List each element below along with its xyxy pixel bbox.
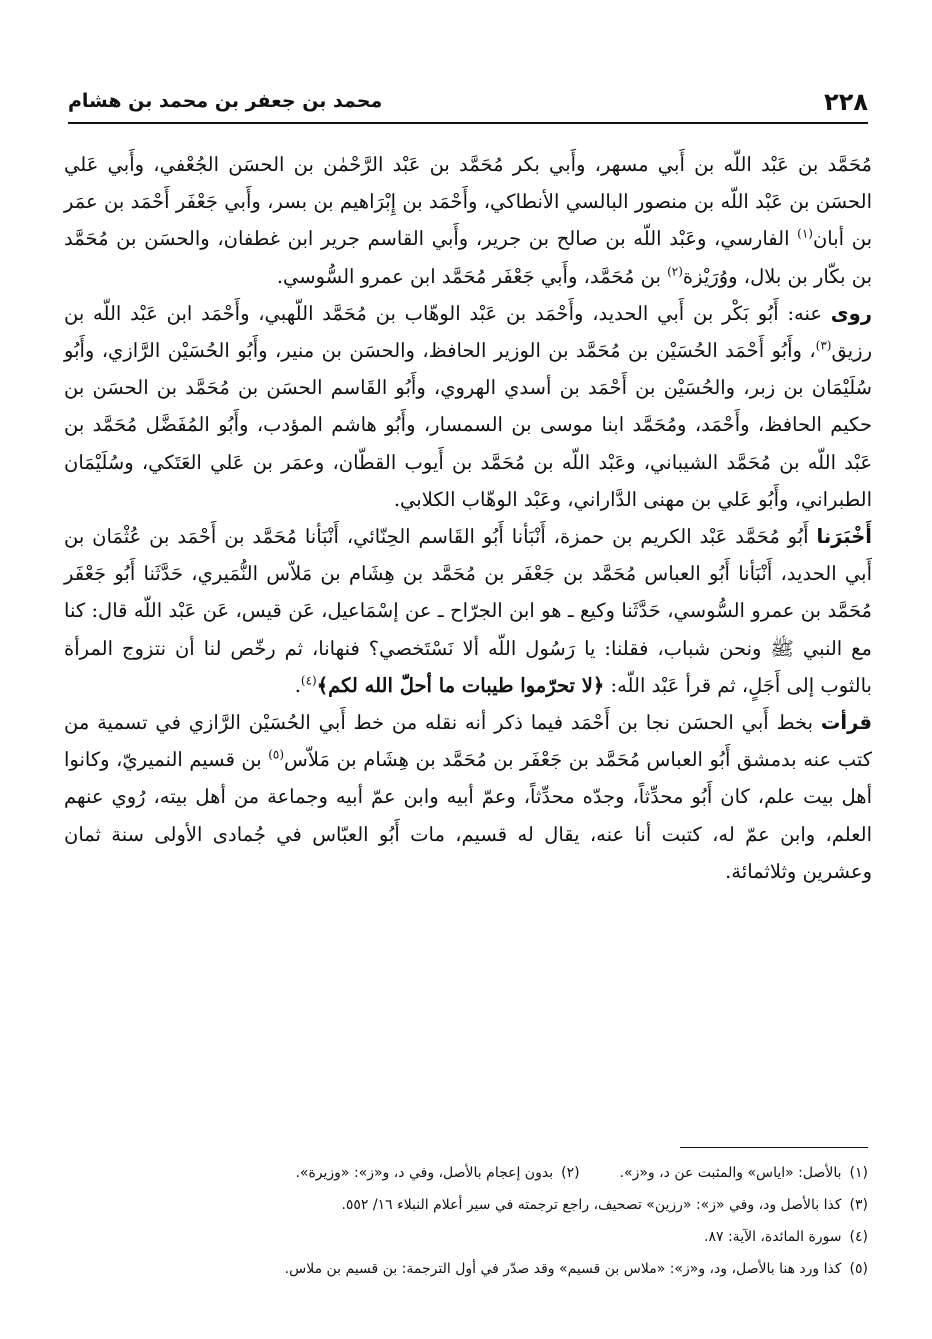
footnote-ref: (٤) [300, 673, 317, 688]
paragraph-text: بن قسيم النميريّ، وكانوا أهل بيت علم، كان أَبُو محدِّثاً، وجدّه محدِّثاً، وعمّ أبيه وابن عمّ أبيه وجماعة من أهل بيته، رُوي عنهم العلم، وابن عمّ له، كتبت أنا عنه، يقال له قسيم، مات أَبُو العبّاس في جُمادى الأولى سنة ثمان وعشرين وثلاثمائة. [64, 748, 872, 883]
footnote-ref: (٥) [268, 747, 285, 762]
footnote-item [295, 1157, 579, 1189]
paragraph-text: ، وأَبُو أَحْمَد الحُسَيْن بن مُحَمَّد بن الوزير الحافظ، والحسَن بن منير، وأَبُو الحُسَيْن الرَّازي، وأَبُو سُلَيْمَان بن زبر، والحُسَيْن بن أَحْمَد بن أسدي الهروي، وأَبُو القَاسم الحسَن بن مُحَمَّد بن الحسَن بن حكيم الحافظ، وأَحْمَد، ومُحَمَّد ابنا موسى بن السمسار، وأَبُو هاشم المؤدب، وأَبُو المُفَضَّل مُحَمَّد بن عَبْد اللّه بن مُحَمَّد الشيباني، وعَبْد اللّه بن مُحَمَّد بن أَيوب القطّان، وعمَر بن عَلي العَتَكي، وسُلَيْمَان الطبراني، وأَبُو عَلي بن مهنى الدَّاراني، وعَبْد الوهّاب الكلابي. [64, 339, 872, 511]
footnote-rule [680, 1147, 868, 1148]
quran-verse: ﴿لا تحرّموا طيبات ما أحلّ الله لكم﴾ [316, 673, 605, 697]
footnote-text: بدون إعجام بالأصل، وفي د، و«ز»: «وزيرة». [295, 1165, 554, 1181]
footnote-item [341, 1189, 868, 1221]
footnote-number: (٣) [849, 1197, 868, 1213]
paragraph-biography [64, 704, 872, 890]
footnote-ref: (٣) [815, 338, 832, 353]
paragraph-text: الفارسي، وعَبْد اللّه بن صالح بن جرير، وأَبي القاسم جرير ابن غطفان، والحسَن بن مُحَمَّد بن بكّار بن بلال، ووُرَيْزة [64, 227, 872, 288]
footnote-row [120, 1221, 868, 1253]
footnote-text: كذا بالأصل ود، وفي «ز»: «رزين» تصحيف، راجع ترجمته في سير أعلام النبلاء ١٦/ ٥٥٢. [341, 1197, 842, 1213]
paragraph-text: بن مُحَمَّد، وأَبي جَعْفَر مُحَمَّد ابن عمرو السُّوسي. [276, 264, 668, 288]
paragraph-text: عنه: أَبُو بَكْر بن أَبي الحديد، وأَحْمَد بن عَبْد الوهّاب بن مُحَمَّد اللّهبي، وأَحْمَد ابن عَبْد اللّه بن رزيق [64, 301, 872, 363]
page-number: ٢٢٨ [824, 88, 868, 116]
paragraph-lead-word: روى [830, 301, 872, 325]
paragraph-teachers [64, 146, 872, 295]
footnote-ref: (١) [797, 226, 813, 241]
footnote-number: (٢) [561, 1165, 580, 1181]
footnote-text: بالأصل: «اياس» والمثبت عن د، و«ز». [619, 1165, 842, 1181]
paragraph-text: أَبُو مُحَمَّد عَبْد الكريم بن حمزة، أَنْبَأنا أَبُو القَاسم الحِنّائي، أَنْبَأنا مُحَمَّد بن أَحْمَد بن عُثْمَان بن أَبي الحديد، أَنْبَأنا أَبُو العباس مُحَمَّد بن جَعْفَر بن مُحَمَّد بن هِشَام بن مَلاّس النُّمَيري، حَدَّثَنا أَبُو جَعْفَر مُحَمَّد بن عمرو السُّوسي، حَدَّثَنا وكيع ـ هو ابن الجرّاح ـ عن إسْمَاعيل، عَن قيس، عَن عَبْد اللّه قال: كنا مع النبي ﷺ ونحن شباب، فقلنا: يا رَسُول اللّه ألا نَسْتَخصي؟ فنهانا، ثم رخّص لنا أن نتزوج المرأة بالثوب إلى أَجَلٍ، ثم قرأ عَبْد اللّه: [64, 525, 872, 697]
footnote-number: (٥) [849, 1261, 868, 1277]
header-rule [68, 122, 868, 124]
footnote-row [120, 1157, 868, 1189]
footnotes [120, 1157, 868, 1285]
footnote-item [620, 1157, 868, 1189]
main-text [64, 146, 872, 890]
paragraph-lead-word: قرأت [820, 711, 872, 735]
paragraph-text: مُحَمَّد بن عَبْد اللّه بن أَبي مسهر، وأَبي بكر مُحَمَّد بن عَبْد الرَّحْمٰن بن الحسَن الجُعْفي، وأَبي عَلي الحسَن بن عَبْد اللّه بن منصور البالسي الأنطاكي، وأَحْمَد بن إِبْرَاهيم بن بسر، وأَبي جَعْفَر أَحْمَد بن عمَر بن أبان [64, 153, 873, 251]
paragraph-text: . [294, 673, 301, 697]
footnote-row [120, 1189, 868, 1221]
footnote-number: (٤) [849, 1229, 868, 1245]
footnote-ref: (٢) [667, 264, 683, 279]
running-title: محمد بن جعفر بن محمد بن هشام [68, 90, 383, 112]
paragraph-students [64, 295, 872, 518]
footnote-text: سورة المائدة، الآية: ٨٧. [704, 1229, 842, 1245]
footnote-text: كذا ورد هنا بالأصل، ود، و«ز»: «ملاس بن قسيم» وقد صدّر في أول الترجمة: بن قسيم بن ملاس. [284, 1261, 842, 1277]
footnote-item [704, 1221, 868, 1253]
paragraph-lead-word: أَخْبَرَنا [816, 525, 872, 549]
footnote-item [285, 1253, 868, 1285]
footnote-row [120, 1253, 868, 1285]
page-header [68, 82, 868, 122]
paragraph-hadith [64, 518, 872, 704]
paragraph-text: بخط أَبي الحسَن نجا بن أَحْمَد فيما ذكر أنه نقله من خط أَبي الحُسَيْن الرَّازي في تسمية من كتب عنه بدمشق أَبُو العباس مُحَمَّد بن جَعْفَر بن مُحَمَّد بن هِشَام بن مَلاّس [64, 711, 873, 772]
footnote-number: (١) [849, 1165, 868, 1181]
